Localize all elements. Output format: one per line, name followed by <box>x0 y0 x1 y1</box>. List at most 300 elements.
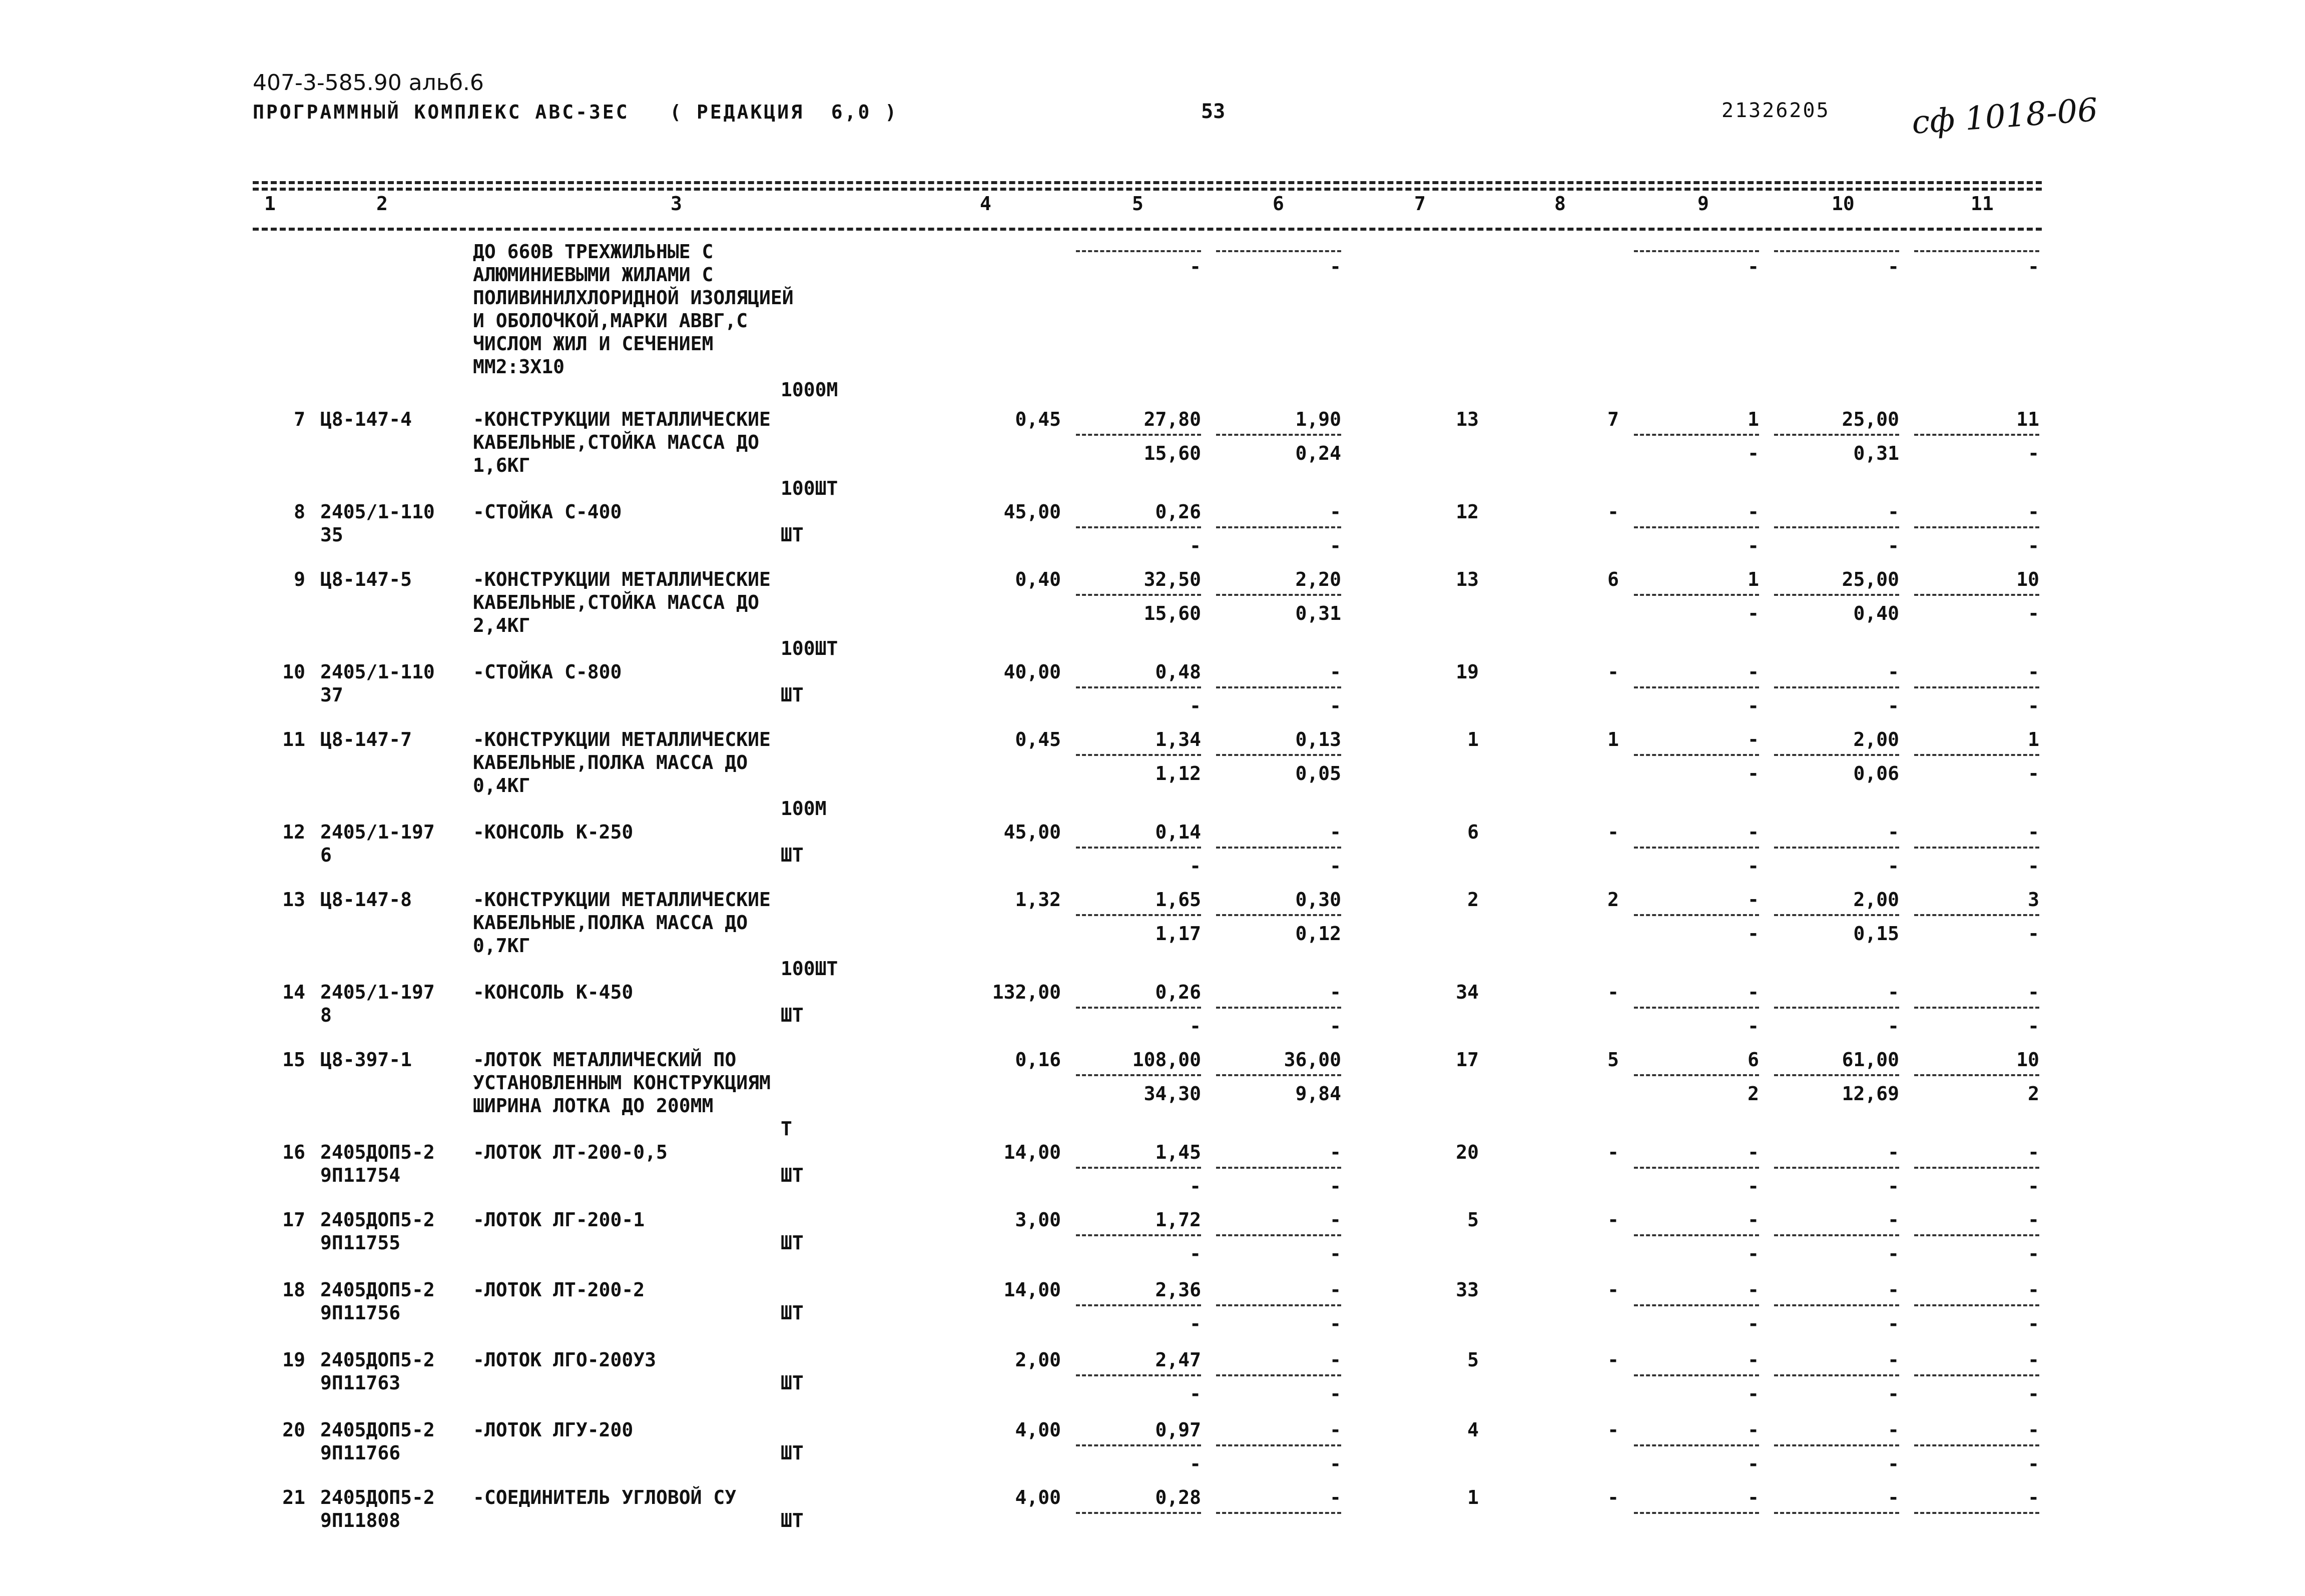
cell-b5: - <box>1190 1243 1201 1265</box>
value-separator <box>1216 914 1341 916</box>
cell-c6: - <box>1330 661 1341 683</box>
value-separator <box>1216 1512 1341 1514</box>
cell-c10: - <box>1888 1349 1899 1371</box>
cell-c6: - <box>1330 1419 1341 1441</box>
value-separator <box>1076 1374 1201 1376</box>
cell-c5: 27,80 <box>1143 408 1201 430</box>
cell-c9: - <box>1748 1209 1759 1231</box>
cell-b5: 34,30 <box>1143 1083 1201 1105</box>
cell-c7: 19 <box>1456 661 1479 683</box>
cell-c11: - <box>2028 1486 2039 1508</box>
cell-desc: -ЛОТОК МЕТАЛЛИЧЕСКИЙ ПО УСТАНОВЛЕННЫМ КОНСТРУКЦИЯМ ШИРИНА ЛОТКА ДО 200ММ <box>473 1049 771 1117</box>
value-separator <box>1634 1074 1759 1076</box>
value-separator <box>1914 1074 2039 1076</box>
cell-c4: 0,16 <box>1015 1049 1061 1071</box>
value-separator <box>1914 1374 2039 1376</box>
cell-desc: -КОНСОЛЬ К-450 <box>473 981 634 1003</box>
cell-c6: - <box>1330 501 1341 523</box>
cell-b6: 0,05 <box>1295 762 1341 784</box>
cell-c10: - <box>1888 1419 1899 1441</box>
cell-b10: - <box>1888 1453 1899 1475</box>
cell-b6: - <box>1330 1453 1341 1475</box>
value-separator <box>1774 1304 1899 1306</box>
cell-b11: - <box>2028 695 2039 717</box>
value-separator <box>1216 847 1341 849</box>
cell-c4: 4,00 <box>1015 1419 1061 1441</box>
cell-b9: - <box>1748 602 1759 624</box>
value-separator <box>1216 1304 1341 1306</box>
cell-c10: - <box>1888 981 1899 1003</box>
cell-c4: 0,40 <box>1015 568 1061 590</box>
cell-b11: - <box>2028 256 2039 278</box>
value-separator <box>1634 1234 1759 1236</box>
column-header-11: 11 <box>1971 193 1994 215</box>
value-separator <box>1634 434 1759 436</box>
value-separator <box>1216 1074 1341 1076</box>
cell-b6: - <box>1330 1383 1341 1405</box>
value-separator <box>1076 847 1201 849</box>
value-separator <box>1076 1074 1201 1076</box>
cell-b6: - <box>1330 256 1341 278</box>
value-separator <box>1216 1234 1341 1236</box>
cell-b10: - <box>1888 1243 1899 1265</box>
cell-b11: - <box>2028 535 2039 557</box>
cell-unit: ШТ <box>781 844 804 866</box>
value-separator <box>1914 1444 2039 1446</box>
program-title: ПРОГРАММНЫЙ КОМПЛЕКС АВС-3ЕС ( РЕДАКЦИЯ 6,0 ) <box>253 101 899 123</box>
cell-desc: -ЛОТОК ЛГО-200У3 <box>473 1349 657 1371</box>
value-separator <box>1774 434 1899 436</box>
cell-b6: - <box>1330 695 1341 717</box>
cell-c8: - <box>1607 1209 1619 1231</box>
cell-b5: - <box>1190 535 1201 557</box>
value-separator <box>1076 754 1201 756</box>
cell-c5: 32,50 <box>1143 568 1201 590</box>
cell-b6: 0,31 <box>1295 602 1341 624</box>
value-separator <box>1216 434 1341 436</box>
value-separator <box>1914 1167 2039 1169</box>
cell-c10: 2,00 <box>1853 889 1899 911</box>
cell-desc: -ЛОТОК ЛГ-200-1 <box>473 1209 645 1231</box>
cell-c7: 12 <box>1456 501 1479 523</box>
value-separator <box>1634 754 1759 756</box>
cell-n: 14 <box>282 981 305 1003</box>
cell-c6: 2,20 <box>1295 568 1341 590</box>
cell-c11: 11 <box>2016 408 2039 430</box>
cell-n: 12 <box>282 821 305 843</box>
cell-desc: -КОНСТРУКЦИИ МЕТАЛЛИЧЕСКИЕ КАБЕЛЬНЫЕ,СТОЙКА МАССА ДО 2,4КГ <box>473 568 771 636</box>
cell-unit: ШТ <box>781 684 804 706</box>
cell-b10: 12,69 <box>1842 1083 1899 1105</box>
value-separator <box>1076 1304 1201 1306</box>
value-separator <box>1076 686 1201 688</box>
value-separator <box>1774 594 1899 596</box>
value-separator <box>1634 847 1759 849</box>
cell-code: 2405ДОП5-2 9П11754 <box>320 1141 435 1186</box>
cell-c4: 45,00 <box>1003 821 1061 843</box>
cell-code: 2405ДОП5-2 9П11756 <box>320 1279 435 1324</box>
cell-b5: - <box>1190 1015 1201 1037</box>
value-separator <box>1914 250 2039 252</box>
value-separator <box>1076 594 1201 596</box>
cell-desc: -КОНСОЛЬ К-250 <box>473 821 634 843</box>
value-separator <box>1216 686 1341 688</box>
cell-c11: - <box>2028 501 2039 523</box>
cell-unit: ШТ <box>781 1372 804 1394</box>
value-separator <box>1914 914 2039 916</box>
cell-c7: 5 <box>1467 1209 1479 1231</box>
cell-code: 2405ДОП5-2 9П11755 <box>320 1209 435 1254</box>
cell-c6: 0,30 <box>1295 889 1341 911</box>
column-header-6: 6 <box>1273 193 1284 215</box>
cell-b6: - <box>1330 1243 1341 1265</box>
value-separator <box>1216 754 1341 756</box>
cell-c8: - <box>1607 661 1619 683</box>
cell-c7: 4 <box>1467 1419 1479 1441</box>
value-separator <box>1216 1374 1341 1376</box>
cell-c8: - <box>1607 1419 1619 1441</box>
value-separator <box>1076 1512 1201 1514</box>
value-separator <box>1634 686 1759 688</box>
cell-b9: - <box>1748 923 1759 945</box>
cell-c7: 1 <box>1467 1486 1479 1508</box>
cell-c4: 0,45 <box>1015 728 1061 750</box>
cell-b9: - <box>1748 1015 1759 1037</box>
cell-desc: -СОЕДИНИТЕЛЬ УГЛОВОЙ СУ <box>473 1486 737 1508</box>
cell-unit: ШТ <box>781 1164 804 1186</box>
cell-c10: - <box>1888 661 1899 683</box>
cell-c8: - <box>1607 1279 1619 1301</box>
value-separator <box>1076 250 1201 252</box>
cell-c8: 1 <box>1607 728 1619 750</box>
cell-b10: 0,40 <box>1853 602 1899 624</box>
cell-c10: 2,00 <box>1853 728 1899 750</box>
cell-c8: 5 <box>1607 1049 1619 1071</box>
value-separator <box>1774 754 1899 756</box>
cell-c9: 1 <box>1748 568 1759 590</box>
cell-b6: - <box>1330 855 1341 877</box>
cell-n: 9 <box>294 568 305 590</box>
cell-c8: - <box>1607 1486 1619 1508</box>
cell-unit: 100ШТ <box>781 477 838 499</box>
cell-b10: - <box>1888 855 1899 877</box>
cell-b11: 2 <box>2028 1083 2039 1105</box>
cell-b5: - <box>1190 1383 1201 1405</box>
cell-c5: 0,48 <box>1155 661 1201 683</box>
value-separator <box>1774 914 1899 916</box>
cell-c7: 20 <box>1456 1141 1479 1163</box>
cell-c5: 1,34 <box>1155 728 1201 750</box>
cell-n: 10 <box>282 661 305 683</box>
cell-desc: -КОНСТРУКЦИИ МЕТАЛЛИЧЕСКИЕ КАБЕЛЬНЫЕ,ПОЛКА МАССА ДО 0,7КГ <box>473 889 771 957</box>
cell-c6: - <box>1330 1349 1341 1371</box>
cell-b9: - <box>1748 1313 1759 1335</box>
cell-code: 2405/1-197 6 <box>320 821 435 866</box>
cell-b6: - <box>1330 1015 1341 1037</box>
cell-c7: 6 <box>1467 821 1479 843</box>
cell-b10: 0,31 <box>1853 442 1899 464</box>
cell-b5: 1,12 <box>1155 762 1201 784</box>
cell-b9: - <box>1748 256 1759 278</box>
cell-b11: - <box>2028 855 2039 877</box>
cell-desc: ДО 660В ТРЕХЖИЛЬНЫЕ С АЛЮМИНИЕВЫМИ ЖИЛАМИ С ПОЛИВИНИЛХЛОРИДНОЙ ИЗОЛЯЦИЕЙ И ОБОЛОЧКОЙ,МАРКИ АВВГ,С ЧИСЛОМ ЖИЛ И СЕЧЕНИЕМ ММ2:3Х10 <box>473 241 794 378</box>
cell-c4: 0,45 <box>1015 408 1061 430</box>
cell-b9: - <box>1748 762 1759 784</box>
value-separator <box>1634 1167 1759 1169</box>
cell-b10: - <box>1888 1383 1899 1405</box>
column-header-8: 8 <box>1554 193 1566 215</box>
cell-c6: - <box>1330 821 1341 843</box>
value-separator <box>1216 526 1341 528</box>
cell-b11: - <box>2028 923 2039 945</box>
cell-b5: - <box>1190 1453 1201 1475</box>
value-separator <box>1914 1512 2039 1514</box>
cell-c7: 34 <box>1456 981 1479 1003</box>
value-separator <box>1076 1167 1201 1169</box>
cell-c5: 0,14 <box>1155 821 1201 843</box>
cell-c11: - <box>2028 1209 2039 1231</box>
cell-b11: - <box>2028 602 2039 624</box>
cell-c10: 25,00 <box>1842 408 1899 430</box>
value-separator <box>1076 526 1201 528</box>
cell-c10: - <box>1888 821 1899 843</box>
cell-code: Ц8-147-4 <box>320 408 412 430</box>
cell-n: 16 <box>282 1141 305 1163</box>
cell-c4: 45,00 <box>1003 501 1061 523</box>
value-separator <box>1076 434 1201 436</box>
cell-unit: 100М <box>781 797 827 820</box>
value-separator <box>1634 526 1759 528</box>
cell-b5: - <box>1190 695 1201 717</box>
cell-c11: 1 <box>2028 728 2039 750</box>
cell-n: 13 <box>282 889 305 911</box>
cell-desc: -СТОЙКА С-800 <box>473 661 622 683</box>
cell-b11: - <box>2028 1313 2039 1335</box>
cell-b11: - <box>2028 1243 2039 1265</box>
cell-n: 8 <box>294 501 305 523</box>
cell-unit: 100ШТ <box>781 637 838 659</box>
cell-c6: 0,13 <box>1295 728 1341 750</box>
cell-b11: - <box>2028 1015 2039 1037</box>
cell-b11: - <box>2028 762 2039 784</box>
cell-c5: 0,28 <box>1155 1486 1201 1508</box>
cell-unit: Т <box>781 1118 792 1140</box>
cell-c11: - <box>2028 661 2039 683</box>
cell-n: 21 <box>282 1486 305 1508</box>
value-separator <box>1774 526 1899 528</box>
cell-b9: - <box>1748 535 1759 557</box>
cell-c11: 10 <box>2016 568 2039 590</box>
cell-b5: - <box>1190 855 1201 877</box>
cell-c8: 6 <box>1607 568 1619 590</box>
cell-c9: - <box>1748 1486 1759 1508</box>
cell-c8: - <box>1607 821 1619 843</box>
cell-desc: -ЛОТОК ЛГУ-200 <box>473 1419 634 1441</box>
column-header-10: 10 <box>1832 193 1855 215</box>
cell-desc: -ЛОТОК ЛТ-200-2 <box>473 1279 645 1301</box>
cell-c7: 33 <box>1456 1279 1479 1301</box>
cell-c11: - <box>2028 1141 2039 1163</box>
cell-b9: - <box>1748 1243 1759 1265</box>
cell-b6: - <box>1330 1175 1341 1197</box>
cell-n: 17 <box>282 1209 305 1231</box>
cell-c6: - <box>1330 1486 1341 1508</box>
cell-c9: - <box>1748 1279 1759 1301</box>
cell-b5: 15,60 <box>1143 602 1201 624</box>
cell-c5: 2,47 <box>1155 1349 1201 1371</box>
value-separator <box>1634 1304 1759 1306</box>
cell-c9: 1 <box>1748 408 1759 430</box>
table-header-rule <box>253 228 2042 231</box>
column-header-1: 1 <box>264 193 276 215</box>
cell-c4: 40,00 <box>1003 661 1061 683</box>
cell-c6: 1,90 <box>1295 408 1341 430</box>
cell-desc: -ЛОТОК ЛТ-200-0,5 <box>473 1141 668 1163</box>
cell-c11: 3 <box>2028 889 2039 911</box>
value-separator <box>1634 1512 1759 1514</box>
cell-code: 2405/1-197 8 <box>320 981 435 1026</box>
cell-c10: - <box>1888 1486 1899 1508</box>
cell-b6: - <box>1330 1313 1341 1335</box>
cell-b9: - <box>1748 855 1759 877</box>
column-header-2: 2 <box>376 193 388 215</box>
cell-c10: - <box>1888 1209 1899 1231</box>
cell-b10: - <box>1888 1015 1899 1037</box>
cell-c11: - <box>2028 981 2039 1003</box>
value-separator <box>1216 594 1341 596</box>
value-separator <box>1774 1074 1899 1076</box>
cell-c11: - <box>2028 1279 2039 1301</box>
value-separator <box>1774 686 1899 688</box>
column-header-5: 5 <box>1132 193 1143 215</box>
cell-c6: 36,00 <box>1284 1049 1341 1071</box>
cell-desc: -КОНСТРУКЦИИ МЕТАЛЛИЧЕСКИЕ КАБЕЛЬНЫЕ,ПОЛКА МАССА ДО 0,4КГ <box>473 728 771 796</box>
cell-code: 2405/1-110 37 <box>320 661 435 706</box>
table-top-rule <box>253 181 2042 184</box>
cell-c8: - <box>1607 1141 1619 1163</box>
cell-b6: 9,84 <box>1295 1083 1341 1105</box>
page-number: 53 <box>1201 100 1226 123</box>
cell-c7: 13 <box>1456 408 1479 430</box>
cell-code: 2405ДОП5-2 9П11808 <box>320 1486 435 1531</box>
cell-c9: - <box>1748 981 1759 1003</box>
value-separator <box>1774 250 1899 252</box>
value-separator <box>1634 1007 1759 1009</box>
value-separator <box>1774 1512 1899 1514</box>
value-separator <box>1216 1167 1341 1169</box>
cell-b9: - <box>1748 1175 1759 1197</box>
cell-c9: - <box>1748 1419 1759 1441</box>
cell-c7: 17 <box>1456 1049 1479 1071</box>
cell-desc: -СТОЙКА С-400 <box>473 501 622 523</box>
value-separator <box>1914 594 2039 596</box>
cell-b10: - <box>1888 695 1899 717</box>
cell-c8: - <box>1607 1349 1619 1371</box>
value-separator <box>1774 847 1899 849</box>
cell-b5: - <box>1190 256 1201 278</box>
value-separator <box>1634 1374 1759 1376</box>
cell-b11: - <box>2028 1175 2039 1197</box>
column-header-4: 4 <box>980 193 991 215</box>
cell-c9: - <box>1748 1141 1759 1163</box>
cell-code: Ц8-147-5 <box>320 568 412 590</box>
cell-c10: 25,00 <box>1842 568 1899 590</box>
cell-c4: 4,00 <box>1015 1486 1061 1508</box>
cell-c6: - <box>1330 1209 1341 1231</box>
cell-c9: - <box>1748 501 1759 523</box>
cell-c4: 132,00 <box>992 981 1061 1003</box>
cell-c7: 5 <box>1467 1349 1479 1371</box>
value-separator <box>1914 434 2039 436</box>
cell-b10: - <box>1888 535 1899 557</box>
cell-unit: ШТ <box>781 1302 804 1324</box>
cell-c4: 14,00 <box>1003 1279 1061 1301</box>
cell-unit: ШТ <box>781 1232 804 1254</box>
value-separator <box>1914 1304 2039 1306</box>
cell-c7: 13 <box>1456 568 1479 590</box>
cell-b9: 2 <box>1748 1083 1759 1105</box>
cell-c8: 7 <box>1607 408 1619 430</box>
value-separator <box>1914 754 2039 756</box>
value-separator <box>1076 1444 1201 1446</box>
cell-b11: - <box>2028 1453 2039 1475</box>
cell-b5: - <box>1190 1175 1201 1197</box>
value-separator <box>1774 1444 1899 1446</box>
cell-n: 7 <box>294 408 305 430</box>
value-separator <box>1914 526 2039 528</box>
value-separator <box>1634 914 1759 916</box>
cell-code: Ц8-147-7 <box>320 728 412 750</box>
value-separator <box>1634 250 1759 252</box>
document-number: 21326205 <box>1721 99 1830 122</box>
cell-unit: ШТ <box>781 1509 804 1531</box>
value-separator <box>1216 1444 1341 1446</box>
cell-c9: - <box>1748 728 1759 750</box>
value-separator <box>1774 1007 1899 1009</box>
cell-code: Ц8-147-8 <box>320 889 412 911</box>
value-separator <box>1216 1007 1341 1009</box>
cell-c9: - <box>1748 821 1759 843</box>
cell-b10: 0,15 <box>1853 923 1899 945</box>
cell-c11: - <box>2028 1419 2039 1441</box>
value-separator <box>1914 1234 2039 1236</box>
cell-b10: - <box>1888 1313 1899 1335</box>
cell-b9: - <box>1748 695 1759 717</box>
value-separator <box>1634 594 1759 596</box>
cell-c10: - <box>1888 1279 1899 1301</box>
cell-c4: 1,32 <box>1015 889 1061 911</box>
cell-b10: - <box>1888 1175 1899 1197</box>
cell-c8: - <box>1607 981 1619 1003</box>
cell-code: Ц8-397-1 <box>320 1049 412 1071</box>
table-top-rule-2 <box>253 188 2042 191</box>
cell-n: 11 <box>282 728 305 750</box>
cell-c11: - <box>2028 821 2039 843</box>
value-separator <box>1076 1007 1201 1009</box>
document-code: 407-3-585.90 альб.6 <box>253 70 484 96</box>
cell-c9: - <box>1748 661 1759 683</box>
cell-c8: - <box>1607 501 1619 523</box>
cell-c5: 2,36 <box>1155 1279 1201 1301</box>
cell-unit: ШТ <box>781 1442 804 1464</box>
cell-c4: 3,00 <box>1015 1209 1061 1231</box>
cell-c5: 108,00 <box>1132 1049 1201 1071</box>
cell-n: 15 <box>282 1049 305 1071</box>
cell-c6: - <box>1330 981 1341 1003</box>
cell-c11: 10 <box>2016 1049 2039 1071</box>
cell-unit: 100ШТ <box>781 958 838 980</box>
cell-b11: - <box>2028 442 2039 464</box>
